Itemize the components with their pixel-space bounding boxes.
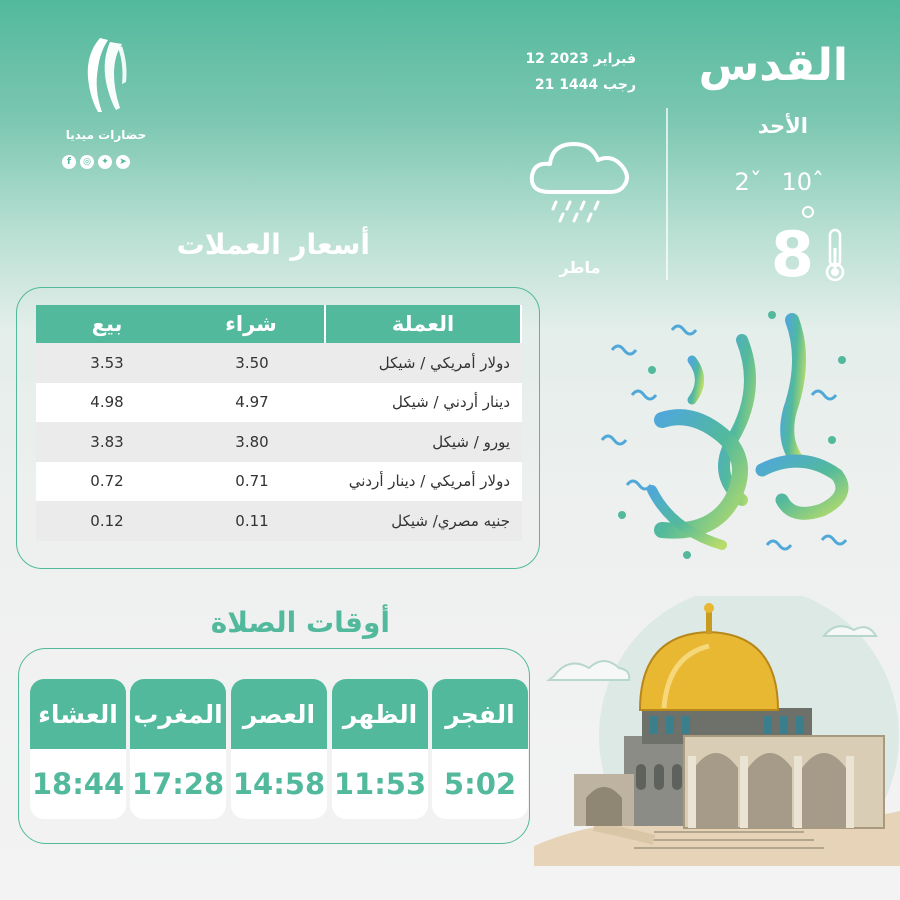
currency-section-title: أسعار العملات <box>176 228 370 261</box>
currency-pair: دينار أردني / شيكل <box>391 393 510 412</box>
currency-pair: دولار أمريكي / دينار أردني <box>348 472 510 491</box>
sell-value: 0.72 <box>90 472 124 491</box>
brand-logo <box>78 34 132 114</box>
rain-cloud-icon <box>526 134 634 230</box>
prayer-name: المغرب <box>130 679 226 749</box>
weather-condition: ماطر <box>559 258 601 277</box>
header-sell: بيع <box>36 305 178 343</box>
currency-table <box>36 305 522 541</box>
sell-value: 0.12 <box>90 511 124 530</box>
prayer-name: العصر <box>231 679 327 749</box>
instagram-icon[interactable]: ◎ <box>80 155 94 169</box>
currency-rows <box>36 343 522 541</box>
brand-name: حضارات ميديا <box>65 128 147 142</box>
prayer-card-asr <box>231 679 327 819</box>
prayer-card-dhuhr <box>332 679 428 819</box>
currency-table-header <box>36 305 522 343</box>
buy-value: 3.50 <box>235 353 269 372</box>
thermometer-icon <box>822 228 848 282</box>
prayer-time: 18:44 <box>31 767 125 801</box>
buy-value: 0.11 <box>235 511 269 530</box>
date-gregorian: 12 فبراير 2023 <box>525 51 636 67</box>
currency-pair: يورو / شيكل <box>432 432 510 451</box>
current-temperature: 8 <box>770 218 814 291</box>
temp-high: 10ˆ <box>781 168 824 196</box>
header-divider <box>666 108 668 280</box>
prayer-card-maghrib <box>130 679 226 819</box>
prayer-name: الفجر <box>432 679 528 749</box>
prayer-name: الظهر <box>332 679 428 749</box>
prayer-time: 14:58 <box>232 767 326 801</box>
table-row <box>36 422 522 462</box>
degree-symbol <box>802 206 814 218</box>
header-currency: العملة <box>326 305 522 343</box>
buy-value: 3.80 <box>235 432 269 451</box>
sell-value: 4.98 <box>90 393 124 412</box>
table-row <box>36 462 522 502</box>
prayer-card-fajr <box>432 679 528 819</box>
prayer-time: 17:28 <box>131 767 225 801</box>
date-hijri: 21 رجب 1444 <box>534 77 636 93</box>
prayer-time: 5:02 <box>443 767 517 801</box>
telegram-icon[interactable]: ➤ <box>116 155 130 169</box>
prayer-section-title: أوقات الصلاة <box>210 606 390 639</box>
temp-low: 2ˇ <box>734 168 762 196</box>
day-name: الأحد <box>757 114 808 138</box>
buy-value: 4.97 <box>235 393 269 412</box>
sell-value: 3.83 <box>90 432 124 451</box>
good-morning-calligraphy <box>592 300 862 570</box>
city-name: القدس <box>698 40 848 91</box>
currency-pair: جنيه مصري/ شيكل <box>391 511 510 530</box>
buy-value: 0.71 <box>235 472 269 491</box>
facebook-icon[interactable]: f <box>62 155 76 169</box>
currency-pair: دولار أمريكي / شيكل <box>378 353 510 372</box>
temp-range <box>729 168 830 196</box>
sell-value: 3.53 <box>90 353 124 372</box>
header-buy: شراء <box>178 305 326 343</box>
table-row <box>36 343 522 383</box>
table-row <box>36 501 522 541</box>
dome-of-the-rock-illustration <box>534 596 900 866</box>
date-block <box>520 46 636 98</box>
prayer-name: العشاء <box>30 679 126 749</box>
twitter-icon[interactable]: ✦ <box>98 155 112 169</box>
prayer-time: 11:53 <box>333 767 427 801</box>
table-row <box>36 383 522 423</box>
social-links <box>62 155 130 169</box>
prayer-card-isha <box>30 679 126 819</box>
